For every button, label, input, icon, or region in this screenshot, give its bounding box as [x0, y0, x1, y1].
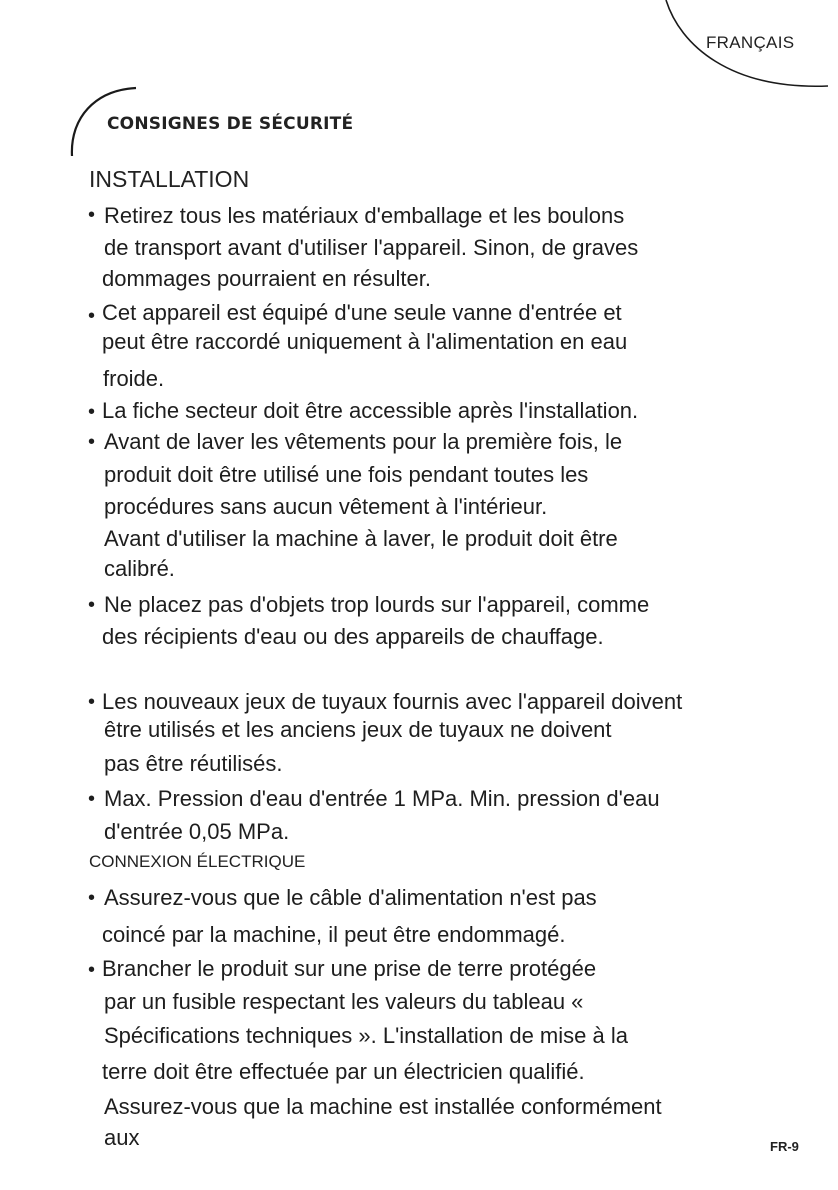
text-line: Spécifications techniques ». L'installation de mise à la: [104, 1023, 628, 1048]
electrical-heading: CONNEXION ÉLECTRIQUE: [89, 852, 306, 871]
text-line: procédures sans aucun vêtement à l'intérieur.: [104, 494, 548, 519]
text-line: coincé par la machine, il peut être endommagé.: [102, 922, 566, 947]
installation-heading: INSTALLATION: [89, 166, 250, 192]
bullet-5: •: [88, 594, 96, 616]
text-line: d'entrée 0,05 MPa.: [104, 819, 290, 844]
section-title: CONSIGNES DE SÉCURITÉ: [107, 114, 354, 134]
text-line: être utilisés et les anciens jeux de tuyaux ne doivent: [104, 717, 612, 742]
language-label: FRANÇAIS: [706, 33, 795, 52]
text-line: La fiche secteur doit être accessible après l'installation.: [102, 398, 639, 423]
text-line: Cet appareil est équipé d'une seule vanne d'entrée et: [102, 300, 622, 325]
text-line: des récipients d'eau ou des appareils de chauffage.: [102, 624, 604, 649]
text-line: dommages pourraient en résulter.: [102, 266, 431, 291]
text-line: aux: [104, 1125, 140, 1150]
text-line: Assurez-vous que le câble d'alimentation n'est pas: [104, 885, 597, 910]
text-line: Assurez-vous que la machine est installée conformément: [104, 1094, 662, 1119]
text-line: Ne placez pas d'objets trop lourds sur l'appareil, comme: [104, 592, 650, 617]
bullet-3: •: [88, 401, 96, 423]
text-line: Les nouveaux jeux de tuyaux fournis avec l'appareil doivent: [102, 689, 683, 714]
text-line: pas être réutilisés.: [104, 751, 283, 776]
bullet-4: •: [88, 431, 96, 453]
page-number: FR-9: [770, 1139, 799, 1154]
text-line: produit doit être utilisé une fois pendant toutes les: [104, 462, 589, 487]
text-line: Avant de laver les vêtements pour la première fois, le: [104, 429, 623, 454]
bullet-7: •: [88, 788, 96, 810]
text-line: Max. Pression d'eau d'entrée 1 MPa. Min. pression d'eau: [104, 786, 660, 811]
text-line: calibré.: [104, 556, 175, 581]
text-line: terre doit être effectuée par un électricien qualifié.: [102, 1059, 585, 1084]
bullet-1: •: [88, 204, 96, 226]
bullet-2: •: [88, 305, 96, 327]
bullet-9: •: [88, 959, 96, 981]
text-line: par un fusible respectant les valeurs du tableau «: [104, 989, 584, 1014]
text-line: Avant d'utiliser la machine à laver, le produit doit être: [104, 526, 618, 551]
bullet-8: •: [88, 887, 96, 909]
text-line: de transport avant d'utiliser l'appareil. Sinon, de graves: [104, 235, 639, 260]
text-line: froide.: [103, 366, 165, 391]
text-line: Brancher le produit sur une prise de terre protégée: [102, 956, 597, 981]
bullet-6: •: [88, 691, 96, 713]
text-line: Retirez tous les matériaux d'emballage et les boulons: [104, 203, 625, 228]
text-line: peut être raccordé uniquement à l'alimentation en eau: [102, 329, 628, 354]
